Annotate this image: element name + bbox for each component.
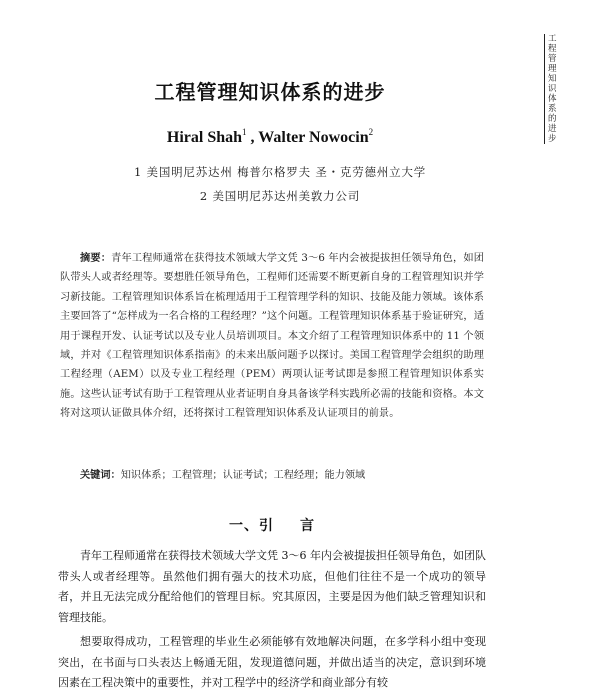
affiliation-1: 1 美国明尼苏达州 梅普尔格罗夫 圣・克劳德州立大学 [133, 165, 427, 179]
abstract [60, 249, 484, 424]
affiliation-2: 2 美国明尼苏达州美敦力公司 [199, 189, 361, 203]
abstract-text: 青年工程师通常在获得技术领域大学文凭 3～6 年内会被提拔担任领导角色，如团队带头人或者经理等。要想胜任领导角色，工程师们还需要不断更新自身的工程管理知识并学习新技能。工程管理知识体系旨在梳理适用于工程管理学科的知识、技能及能力领域。该体系主要回答了“怎样成为一名合格的工程经理？”这个问题。工程管理知识体系基于验证研究，适用于课程开发、认证考试以及专业人员培训项目。本文介绍了工程管理知识体系中的 11 个领域，并对《工程管理知识体系指南》的未来出版问题予以探讨。美国工程管理学会组织的助理工程经理（AEM）以及专业工程经理（PEM）两项认证考试即是参照工程管理知识体系实施。这些认证考试有助于工程管理从业者证明自身具备该学科实践所必需的技能和资格。本文将对这项认证做具体介绍，还将探讨工程管理知识体系及认证项目的前景。 [60, 253, 484, 420]
section-title-part: 引 [259, 518, 274, 534]
body-text [58, 546, 486, 698]
running-head: 工程管理知识体系的进步 [544, 34, 562, 144]
section-heading [60, 515, 484, 535]
author-line [60, 127, 480, 147]
keywords-label: 关键词： [80, 470, 121, 481]
author-name: Hiral Shah [166, 129, 243, 146]
section-number: 一、 [229, 518, 259, 534]
keywords [80, 468, 484, 484]
author-separator: , [246, 129, 259, 146]
section-title-part: 言 [300, 518, 315, 534]
paragraph: 想要取得成功，工程管理的毕业生必须能够有效地解决问题，在多学科小组中变现突出，在书面与口头表达上畅通无阻，发现道德问题，并做出适当的决定，意识到环境因素在工程决策中的重要性，并对工程学中的经济学和商业部分有较 [58, 635, 486, 689]
author-name: Walter Nowocin [258, 129, 369, 146]
paper-title: 工程管理知识体系的进步 [154, 80, 386, 104]
paragraph: 青年工程师通常在获得技术领域大学文凭 3～6 年内会被提拔担任领导角色，如团队带头人或者经理等。虽然他们拥有强大的技术功底，但他们往往不是一个成功的领导者，并且无法完成分配给他们的管理目标。究其原因，主要是因为他们缺乏管理知识和管理技能。 [58, 549, 486, 624]
affiliation-mark: 2 [368, 127, 374, 137]
abstract-label: 摘要： [80, 253, 112, 264]
keywords-text: 知识体系；工程管理；认证考试；工程经理；能力领域 [120, 470, 366, 481]
affiliation-mark: 1 [242, 127, 247, 137]
